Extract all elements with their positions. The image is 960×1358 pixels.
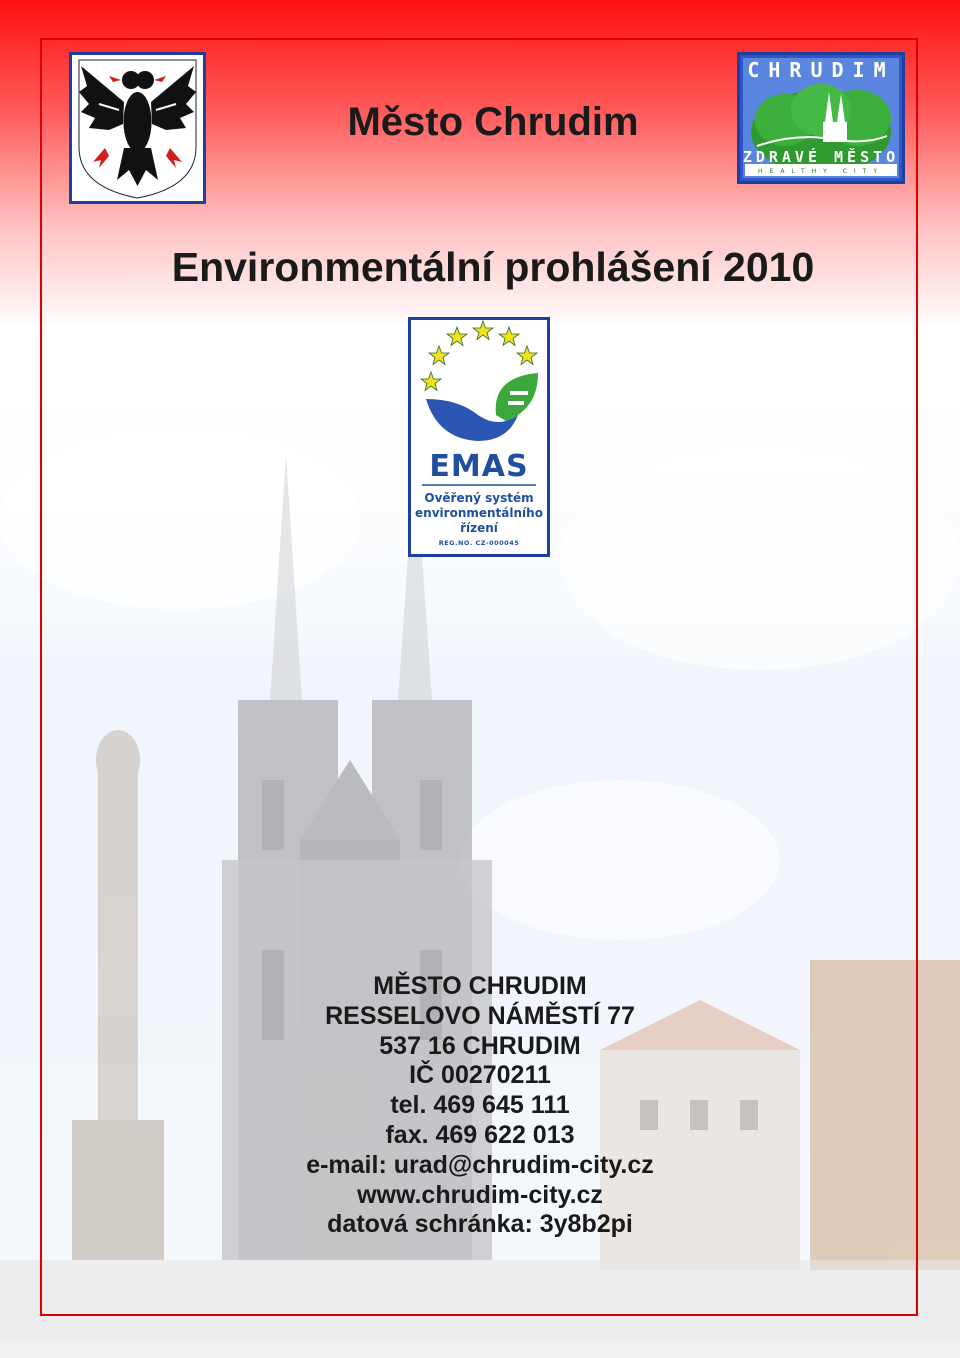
document-title: Environmentální prohlášení 2010 bbox=[171, 244, 815, 290]
emas-subtitle-line: environmentálního bbox=[415, 506, 543, 520]
healthy-city-logo bbox=[737, 52, 905, 184]
address-email: e-mail: urad@chrudim-city.cz bbox=[306, 1150, 654, 1179]
emas-subtitle-line: řízení bbox=[460, 521, 498, 535]
emas-logo bbox=[408, 317, 550, 557]
address-tel: tel. 469 645 111 bbox=[390, 1091, 570, 1120]
address-street: RESSELOVO NÁMĚSTÍ 77 bbox=[325, 1001, 635, 1030]
emas-registration-number: REG.NO. CZ-000045 bbox=[438, 539, 520, 547]
emas-subtitle bbox=[408, 491, 550, 536]
city-title: Město Chrudim bbox=[347, 100, 639, 144]
healthy-city-top-text: CHRUDIM bbox=[747, 58, 895, 82]
emas-subtitle-line: Ověřený systém bbox=[424, 491, 534, 505]
address-fax: fax. 469 622 013 bbox=[385, 1120, 575, 1149]
address-web: www.chrudim-city.cz bbox=[357, 1180, 603, 1209]
healthy-city-sub-text: HEALTHY CITY bbox=[758, 168, 884, 175]
emas-word: EMAS bbox=[429, 449, 529, 484]
address-city: 537 16 CHRUDIM bbox=[379, 1031, 581, 1060]
chrudim-coat-of-arms-logo bbox=[69, 52, 206, 204]
address-ic: IČ 00270211 bbox=[409, 1061, 551, 1090]
address-data-box: datová schránka: 3y8b2pi bbox=[327, 1210, 633, 1239]
address-name: MĚSTO CHRUDIM bbox=[373, 972, 587, 1000]
contact-address-block bbox=[200, 972, 760, 1240]
healthy-city-bottom-text: ZDRAVÉ MĚSTO bbox=[742, 148, 900, 166]
